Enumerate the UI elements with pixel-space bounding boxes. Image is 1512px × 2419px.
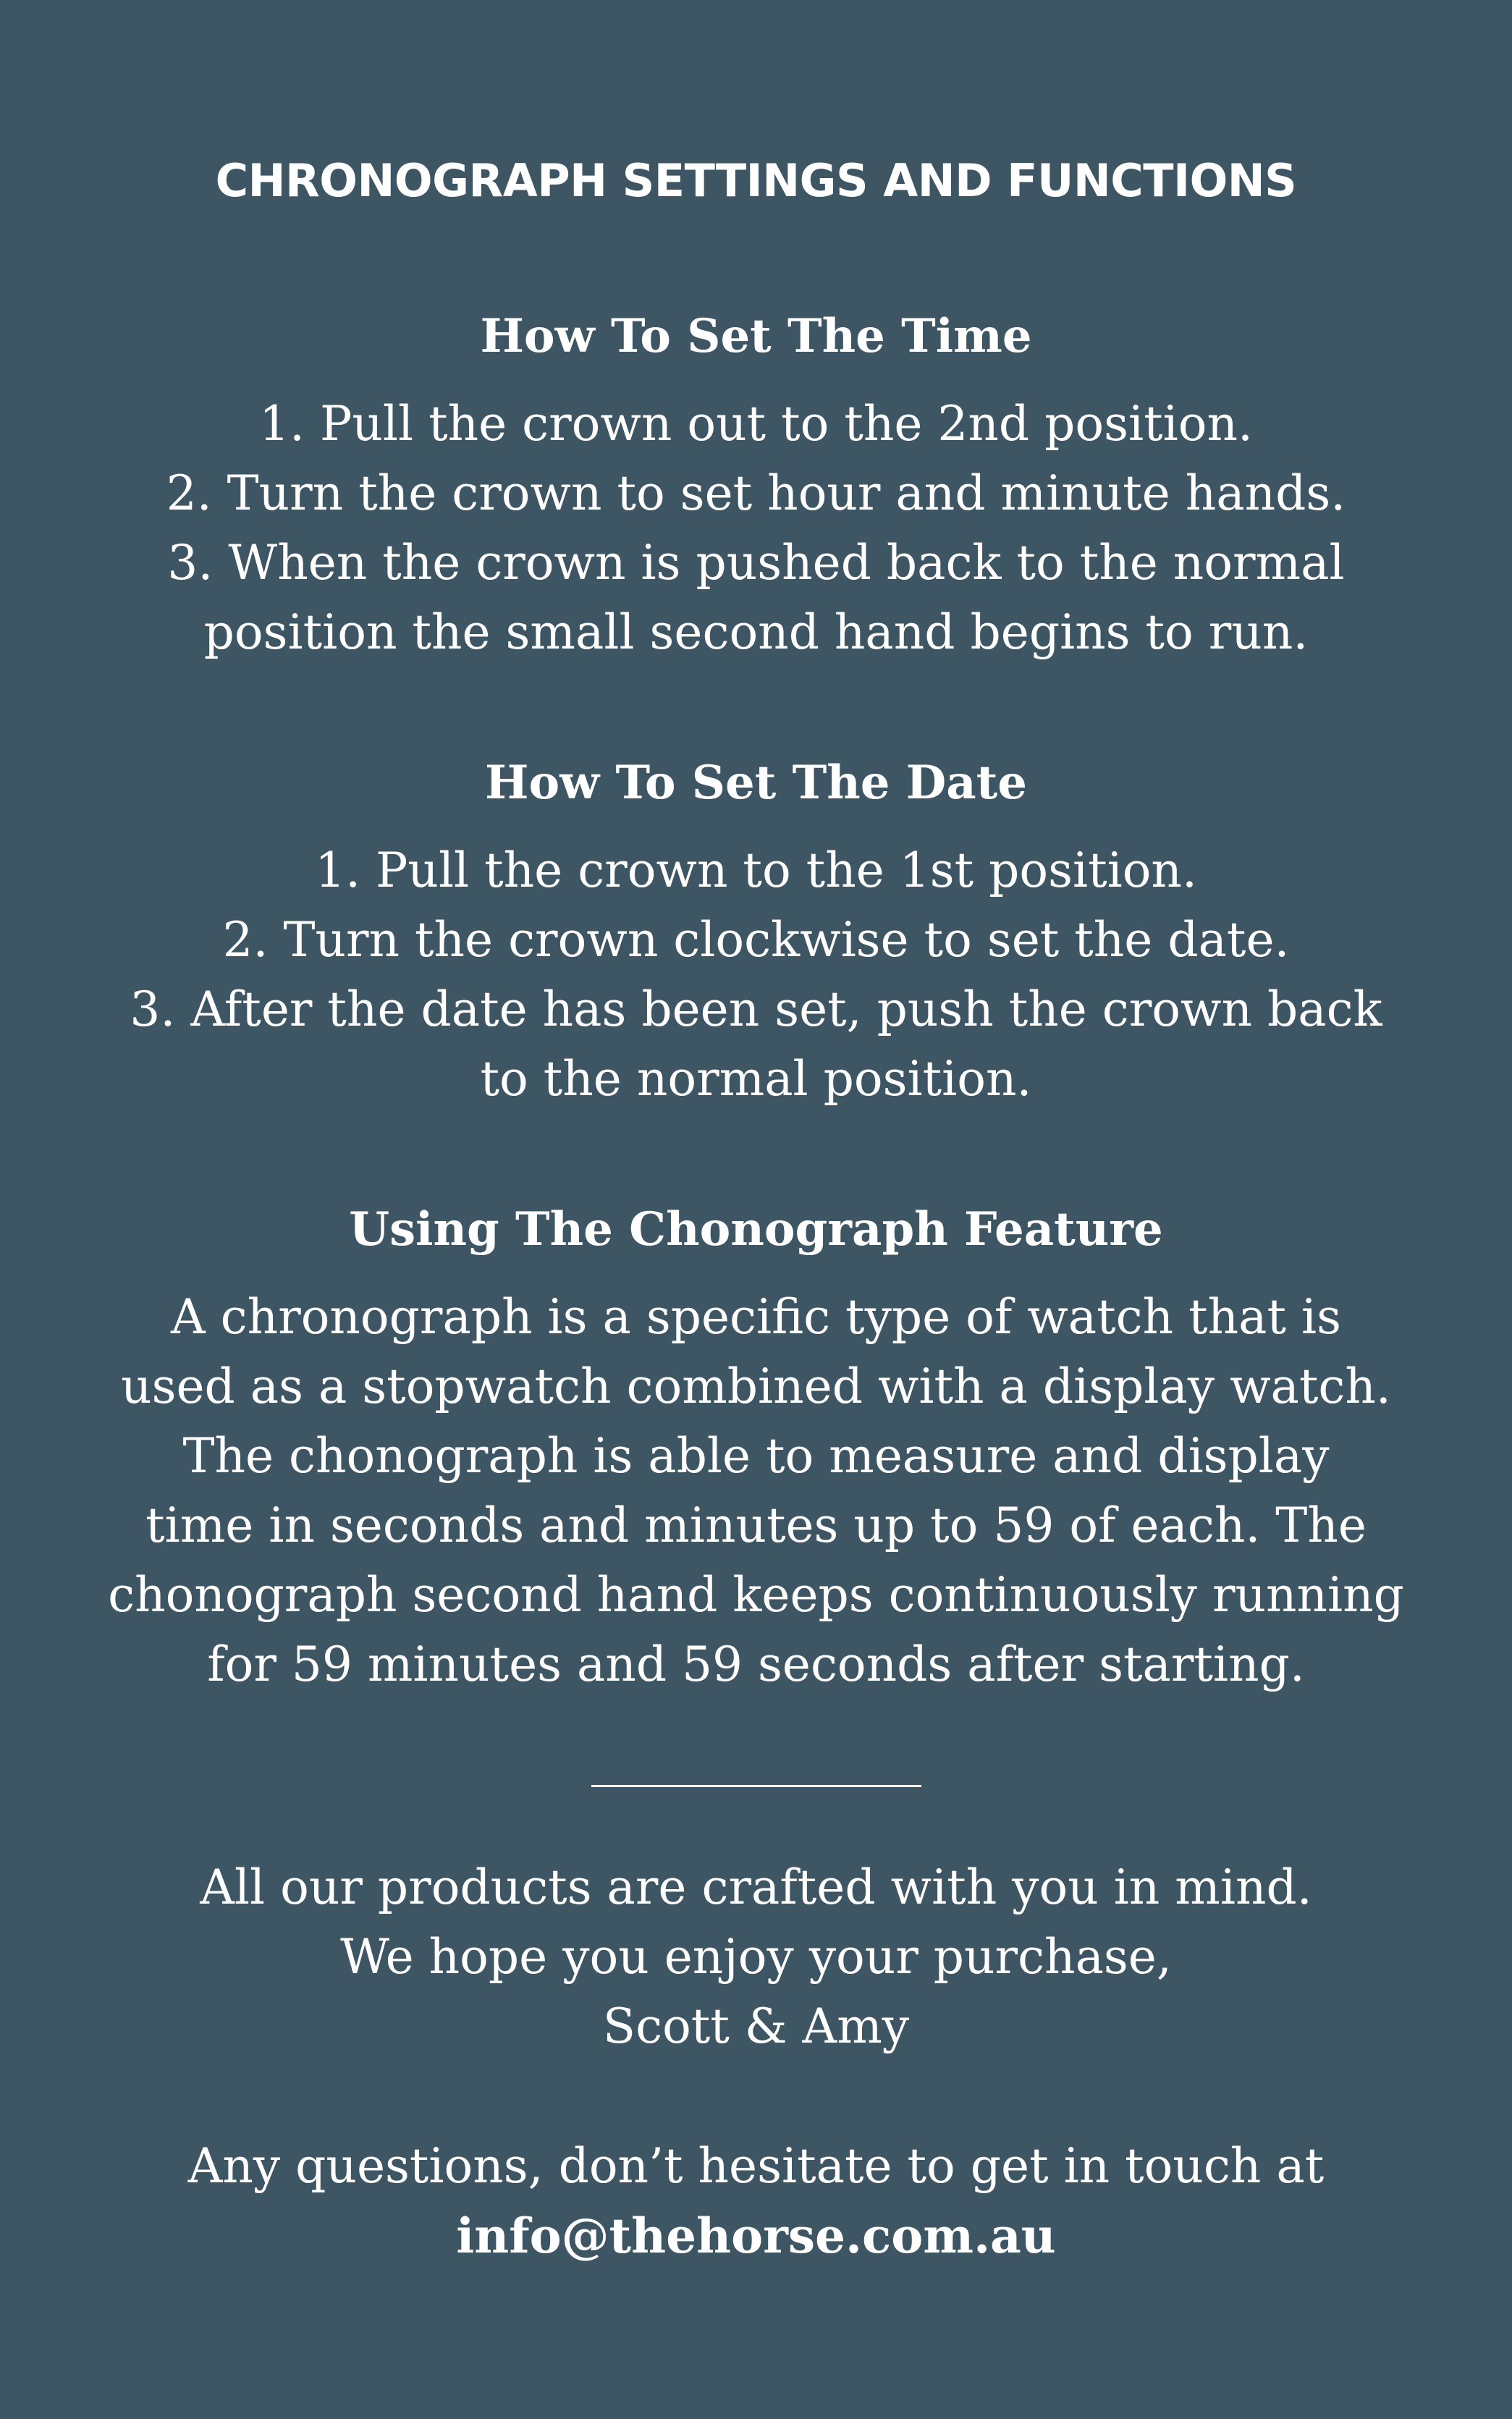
page-title: CHRONOGRAPH SETTINGS AND FUNCTIONS	[215, 154, 1297, 207]
instruction-line: 3. After the date has been set, push the crown back	[130, 981, 1382, 1037]
contact-email[interactable]: info@thehorse.com.au	[456, 2208, 1056, 2264]
paragraph-line: A chronograph is a specific type of watch that is	[171, 1289, 1341, 1345]
instruction-line: to the normal position.	[480, 1051, 1032, 1107]
instruction-list	[0, 389, 1512, 667]
contact-block	[0, 2132, 1512, 2271]
section-heading: How To Set The Date	[485, 756, 1027, 810]
section-chronograph-feature	[0, 1197, 1512, 1700]
paragraph-line: used as a stopwatch combined with a display watch.	[121, 1359, 1391, 1414]
instruction-line: 2. Turn the crown clockwise to set the date.	[222, 912, 1290, 968]
section-heading: How To Set The Time	[480, 309, 1032, 363]
paragraph-line: chonograph second hand keeps continuously running	[108, 1567, 1404, 1623]
closing-line: We hope you enjoy your purchase,	[340, 1929, 1172, 1985]
instruction-line: 1. Pull the crown to the 1st position.	[315, 843, 1197, 898]
description-paragraph	[0, 1283, 1512, 1700]
section-set-time	[0, 304, 1512, 667]
closing-line: All our products are crafted with you in mind.	[200, 1859, 1312, 1915]
paragraph-line: time in seconds and minutes up to 59 of each. The	[145, 1498, 1367, 1553]
instruction-line: 1. Pull the crown out to the 2nd position.	[259, 396, 1253, 452]
divider	[591, 1785, 921, 1787]
instruction-line: 2. Turn the crown to set hour and minute hands.	[166, 465, 1346, 521]
contact-text: Any questions, don’t hesitate to get in touch at	[187, 2138, 1325, 2194]
closing-message	[0, 1853, 1512, 2061]
instruction-line: position the small second hand begins to run.	[203, 604, 1309, 660]
paragraph-line: for 59 minutes and 59 seconds after starting.	[207, 1637, 1305, 1692]
signature: Scott & Amy	[602, 1998, 910, 2054]
section-set-date	[0, 751, 1512, 1114]
paragraph-line: The chonograph is able to measure and display	[182, 1428, 1330, 1484]
instruction-line: 3. When the crown is pushed back to the normal	[167, 535, 1345, 591]
instruction-list	[0, 836, 1512, 1114]
section-heading: Using The Chonograph Feature	[349, 1202, 1163, 1257]
